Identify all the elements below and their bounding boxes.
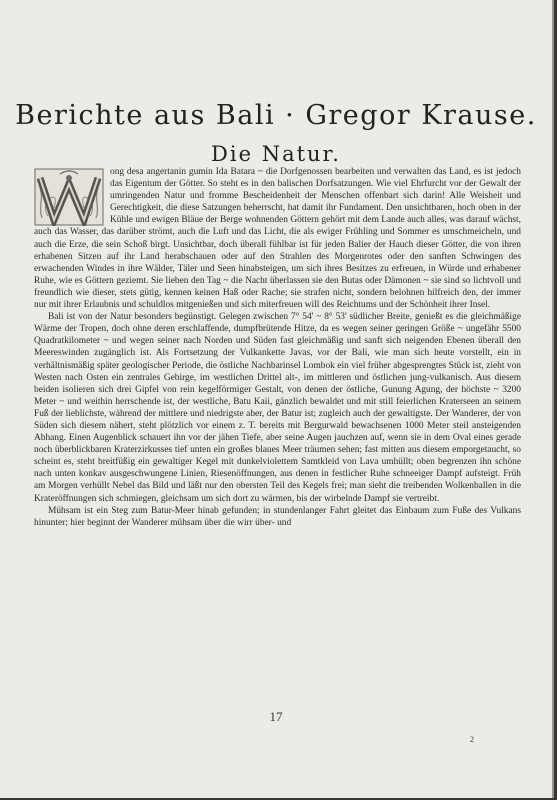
- page-title: Berichte aus Bali · Gregor Krause.: [15, 100, 537, 131]
- section-heading: Die Natur.: [211, 142, 341, 166]
- signature-mark: 2: [470, 735, 474, 744]
- page-number: 17: [269, 709, 283, 724]
- paragraph-2: Bali ist von der Natur besonders begünstigt. Gelegen zwischen 7° 54' ~ 8° 53' südlicher Breite, genießt es die gleichmäßige Wärme der Tropen, doch ohne deren erschlaffende, dumpfbrütende Hitze, da es wegen seiner geringen Größe ~ ungefähr 5500 Quadratkilometer ~ und wegen seiner nach Norden und Süden fast gleichmäßig und sanft sich neigenden Ebenen überall den Meereswinden zugänglich ist. Als Fortsetzung der Vulkankette Javas, vor der Bali, wie man sich heute vorstellt, ein in verhältnismäßig später geologischer Periode, die östliche Nachbarinsel Lombok ein viel früher abgesprengtes Stück ist, zieht von Westen nach Osten ein zentrales Gebirge, im westlichen Drittel alt-, im mittleren und östlichen jung-vulkanisch. Aus diesem beiden isolieren sich drei Gipfel von rein kegelförmiger Gestalt, von denen der östliche, Gunung Agung, der höchste ~ 3200 Meter ~ und weithin herrschende ist, der westliche, Batu Kaii, gänzlich bewaldet und mit still feierlichen Kraterseen an seinem Fuß der lieblichste, während der mittlere und niedrigste aber, der Batur ist; zugleich auch der gewaltigste. Der Wanderer, der von Süden sich diesem nähert, steht plötzlich vor einem z. T. bereits mit Bergurwald bewachsenen 1000 Meter steil ansteigenden Abhang. Einen Augenblick schauert ihn vor der jähen Tiefe, aber seine Augen jauchzen auf, wenn sie in dem Oval eines gerade noch überblickbaren Kraterzirkusses tief unten ein großes blaues Meer träumen sehen; fast mitten aus diesem emporgetaucht, so scheint es, steht breitfüßig ein gewaltiger Kegel mit dunkelviolettem Samtkleid von Lava umhüllt; oben begrenzen ihn schöne nach unten konkav ausgeschwungene Linien, Riesenöffnungen, aus denen in festlicher Ruhe schneeiger Dampf aufsteigt. Früh am Morgen verhüllt Nebel das Bild und läßt nur den obersten Teil des Kegels frei; man sieht die treibenden Wolkenballen in die Krateröffnungen sich schmiegen, gleichsam um sich dort zu wärmen, bis der wirbelnde Dampf sie vertreibt.: [34, 312, 521, 504]
- body-text: [34, 166, 521, 529]
- decorated-initial-w-icon: [34, 168, 104, 226]
- paragraph-3: Mühsam ist ein Steg zum Batur-Meer hinab gefunden; in stundenlanger Fahrt gleitet das Einbaum zum Fuße des Vulkans hinunter; hier beginnt der Wanderer mühsam über die wirr über- und: [34, 505, 521, 528]
- paragraph-1: ong desa angertanin gumin Ida Batara ~ die Dorfgenossen bearbeiten und verwalten das Land, es ist jedoch das Eigentum der Götter. So steht es in den balischen Dorfsatzungen. Wie viel Ehrfurcht vor der Gewalt der umringenden Natur und fromme Bescheidenheit der Menschen offenbart sich darin! Alle Weisheit und Gerechtigkeit, die diese Satzungen beherrscht, hat damit ihr Fundament. Den unsichtbaren, hoch oben in der Kühle und ewigen Bläue der Berge wohnenden Göttern gehört mit dem Lande auch alles, was darauf wächst, auch das Wasser, das darüber strömt, auch die Luft und das Licht, die als ewiger Frühling und Sommer es umschmeicheln, und auch die Erze, die sein Schoß birgt. Unsichtbar, doch überall fühlbar ist für jeden Balier der Hauch dieser Götter, die von ihren erhabenen Sitzen auf ihr Land herabschauen oder auf den Strahlen des Morgenrotes oder den sanften Schwingen des erwachenden Windes in ihre Wälder, Täler und Seen hinabsteigen, um sich ihres Besitzes zu erfreuen, in Würde und erhabener Ruhe, wie es Göttern geziemt. Sie lieben den Tag ~ die Nacht überlassen sie den Butas oder Dämonen ~ sie sind so lichtvoll und freundlich wie dieser, stets gütig, kennen keinen Haß oder Rache; sie strafen nicht, sondern belohnen hilfreich den, der immer nur mit ihrer Erlaubnis und schuldlos mitgenießen und sich miterfreuen will des Reichtums und der Schönheit ihrer Insel.: [34, 167, 521, 311]
